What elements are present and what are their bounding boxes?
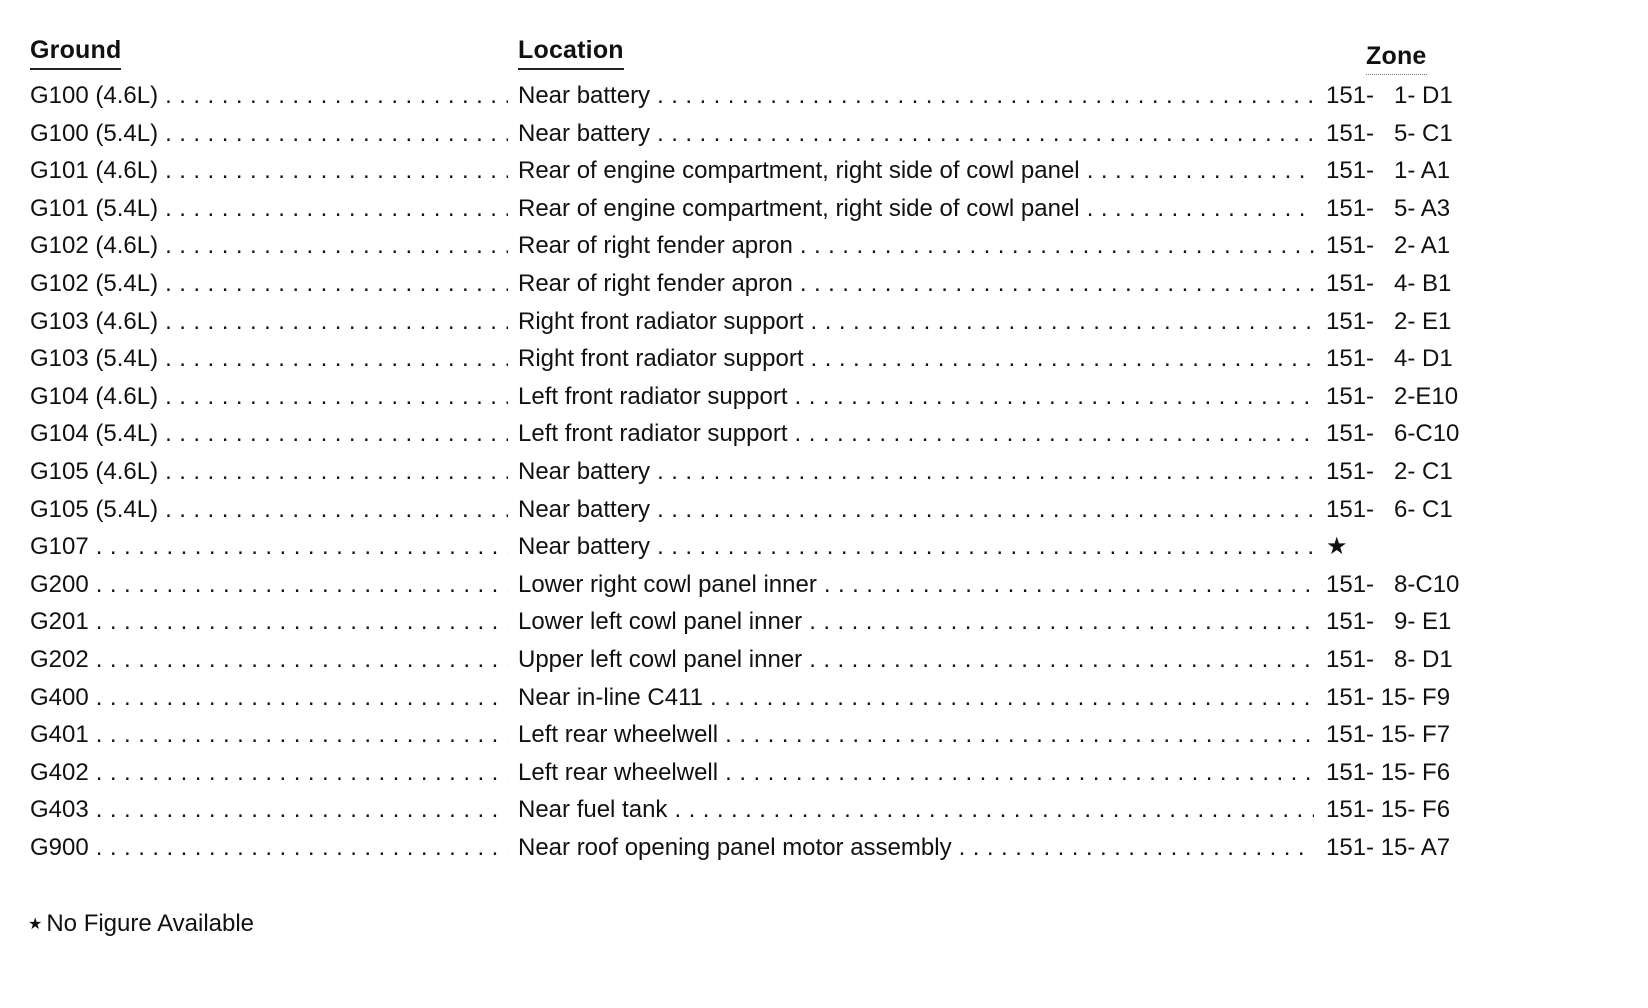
- table-row: [30, 415, 1490, 453]
- zone-value: 151- 15- F9: [1326, 683, 1451, 711]
- location-cell: Near roof opening panel motor assembly . . .: [518, 829, 1314, 867]
- ground-id-cell: G104 (4.6L) . . .: [30, 378, 508, 416]
- zone-cell: [1326, 340, 1496, 378]
- table-row: [30, 453, 1490, 491]
- zone-header-label: Zone: [1366, 42, 1427, 75]
- zone-cell: [1326, 716, 1496, 754]
- location-cell: Near fuel tank . . .: [518, 791, 1314, 829]
- location-cell: Near battery . . .: [518, 115, 1314, 153]
- ground-id-cell: G402 . . .: [30, 754, 508, 792]
- table-row: [30, 303, 1490, 341]
- zone-cell: [1326, 491, 1496, 529]
- table-row: [30, 829, 1490, 867]
- table-row: [30, 603, 1490, 641]
- location-header-label: Location: [518, 36, 624, 70]
- ground-id-cell: G100 (5.4L) . . .: [30, 115, 508, 153]
- ground-id-cell: G102 (4.6L) . . .: [30, 227, 508, 265]
- location-cell: Left front radiator support . . .: [518, 415, 1314, 453]
- ground-id-cell: G202 . . .: [30, 641, 508, 679]
- location-cell: Upper left cowl panel inner . . .: [518, 641, 1314, 679]
- ground-id-cell: G105 (4.6L) . . .: [30, 453, 508, 491]
- ground-id-cell: G403 . . .: [30, 791, 508, 829]
- zone-cell: [1326, 415, 1496, 453]
- ground-id-cell: G104 (5.4L) . . .: [30, 415, 508, 453]
- location-cell: Left front radiator support . . .: [518, 378, 1314, 416]
- zone-cell: [1326, 603, 1496, 641]
- zone-value: 151- 5- A3: [1326, 194, 1451, 222]
- ground-id-cell: G102 (5.4L) . . .: [30, 265, 508, 303]
- table-row: [30, 265, 1490, 303]
- location-cell: Right front radiator support . . .: [518, 303, 1314, 341]
- ground-id-cell: G200 . . .: [30, 566, 508, 604]
- zone-value: 151- 2- E1: [1326, 307, 1452, 335]
- zone-value: 151- 15- F7: [1326, 721, 1451, 749]
- zone-cell: [1326, 566, 1496, 604]
- table-row: [30, 378, 1490, 416]
- location-column-header: [518, 36, 624, 70]
- location-cell: Near battery . . .: [518, 77, 1314, 115]
- zone-cell: [1326, 77, 1496, 115]
- zone-column-header: [1366, 42, 1427, 75]
- zone-value: 151- 1- A1: [1326, 157, 1451, 185]
- location-cell: Lower left cowl panel inner . . .: [518, 603, 1314, 641]
- ground-id-cell: G400 . . .: [30, 679, 508, 717]
- zone-value: 151- 8- D1: [1326, 645, 1453, 673]
- location-cell: Rear of right fender apron . . .: [518, 227, 1314, 265]
- location-cell: Rear of engine compartment, right side of cowl panel . . .: [518, 190, 1314, 228]
- table-row: [30, 190, 1490, 228]
- zone-cell: [1326, 754, 1496, 792]
- zone-cell: [1326, 453, 1496, 491]
- ground-id-cell: G401 . . .: [30, 716, 508, 754]
- zone-value: 151- 5- C1: [1326, 119, 1453, 147]
- table-row: [30, 679, 1490, 717]
- ground-id-cell: G103 (4.6L) . . .: [30, 303, 508, 341]
- location-cell: Lower right cowl panel inner . . .: [518, 566, 1314, 604]
- zone-value: 151- 15- A7: [1326, 833, 1451, 861]
- zone-cell: [1326, 528, 1496, 566]
- table-row: [30, 340, 1490, 378]
- zone-cell: [1326, 265, 1496, 303]
- zone-value: 151- 4- B1: [1326, 269, 1452, 297]
- table-row: [30, 716, 1490, 754]
- location-cell: Near battery . . .: [518, 453, 1314, 491]
- location-cell: Left rear wheelwell . . .: [518, 716, 1314, 754]
- ground-id-cell: G100 (4.6L) . . .: [30, 77, 508, 115]
- zone-cell: [1326, 829, 1496, 867]
- ground-id-cell: G101 (5.4L) . . .: [30, 190, 508, 228]
- ground-id-cell: G107 . . .: [30, 528, 508, 566]
- table-row: [30, 641, 1490, 679]
- table-row: [30, 152, 1490, 190]
- location-cell: Right front radiator support . . .: [518, 340, 1314, 378]
- zone-value: 151- 6- C1: [1326, 495, 1453, 523]
- zone-cell: [1326, 303, 1496, 341]
- ground-id-cell: G101 (4.6L) . . .: [30, 152, 508, 190]
- location-cell: Near battery . . .: [518, 528, 1314, 566]
- table-row: [30, 566, 1490, 604]
- location-cell: Rear of engine compartment, right side of cowl panel . . .: [518, 152, 1314, 190]
- zone-value: 151- 2- A1: [1326, 232, 1451, 260]
- table-row: [30, 115, 1490, 153]
- table-row: [30, 791, 1490, 829]
- ground-column-header: [30, 36, 121, 70]
- table-row: [30, 754, 1490, 792]
- zone-cell: [1326, 227, 1496, 265]
- zone-value: 151- 8-C10: [1326, 570, 1460, 598]
- table-row: [30, 227, 1490, 265]
- ground-header-label: Ground: [30, 36, 121, 70]
- ground-location-table: [30, 77, 1490, 866]
- zone-cell: [1326, 641, 1496, 679]
- zone-value: 151- 2- C1: [1326, 457, 1453, 485]
- zone-value: 151- 2-E10: [1326, 382, 1459, 410]
- table-row: [30, 491, 1490, 529]
- zone-value: 151- 15- F6: [1326, 796, 1451, 824]
- location-cell: Near in-line C411 . . .: [518, 679, 1314, 717]
- ground-id-cell: G103 (5.4L) . . .: [30, 340, 508, 378]
- ground-id-cell: G201 . . .: [30, 603, 508, 641]
- zone-value: ★: [1326, 533, 1348, 561]
- zone-cell: [1326, 679, 1496, 717]
- table-row: [30, 528, 1490, 566]
- zone-cell: [1326, 791, 1496, 829]
- footnote: [28, 910, 254, 938]
- zone-cell: [1326, 190, 1496, 228]
- location-cell: Rear of right fender apron . . .: [518, 265, 1314, 303]
- zone-value: 151- 6-C10: [1326, 420, 1460, 448]
- zone-cell: [1326, 152, 1496, 190]
- ground-id-cell: G105 (5.4L) . . .: [30, 491, 508, 529]
- table-row: [30, 77, 1490, 115]
- zone-value: 151- 1- D1: [1326, 82, 1453, 109]
- ground-id-cell: G900 . . .: [30, 829, 508, 867]
- footnote-text: No Figure Available: [46, 910, 255, 937]
- zone-value: 151- 9- E1: [1326, 608, 1452, 636]
- zone-value: 151- 4- D1: [1326, 345, 1453, 373]
- zone-value: 151- 15- F6: [1326, 758, 1451, 786]
- location-cell: Left rear wheelwell . . .: [518, 754, 1314, 792]
- zone-cell: [1326, 115, 1496, 153]
- star-icon: ★: [28, 916, 43, 933]
- location-cell: Near battery . . .: [518, 491, 1314, 529]
- zone-cell: [1326, 378, 1496, 416]
